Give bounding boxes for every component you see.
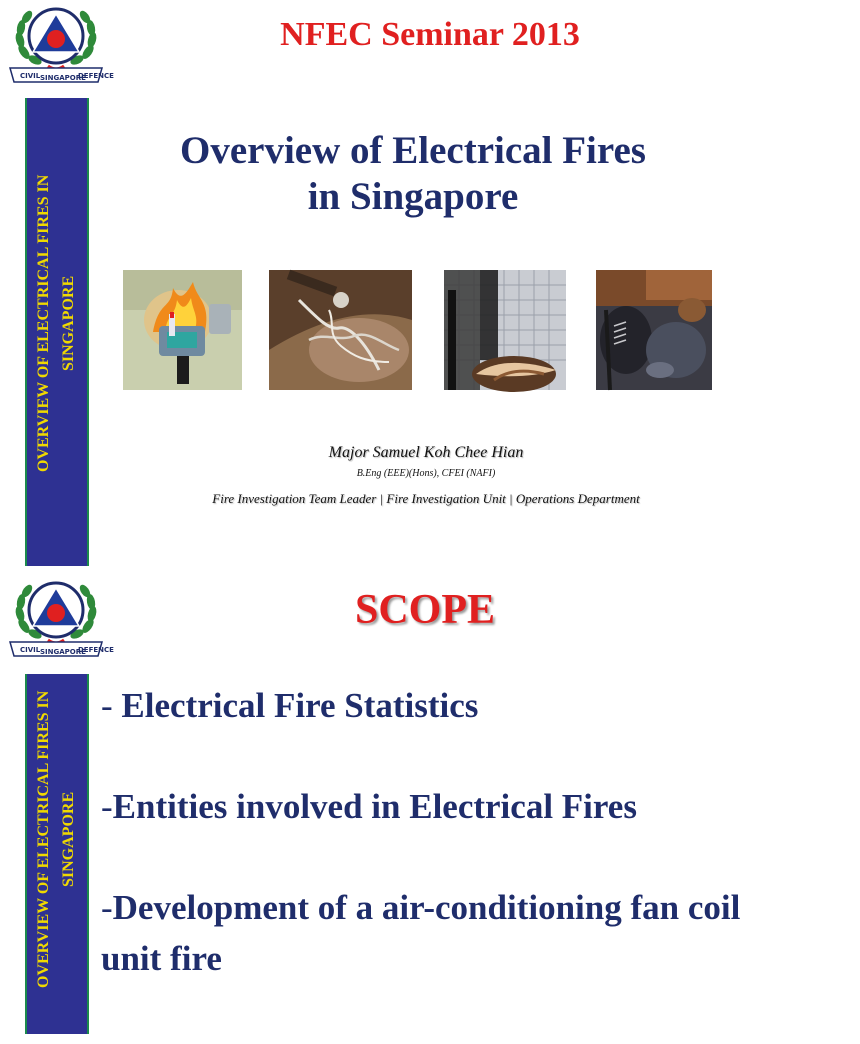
logo-center-text: SINGAPORE xyxy=(40,648,86,656)
bullet-text: Development of a air-conditioning fan coil unit fire xyxy=(101,888,741,978)
list-item xyxy=(101,882,761,984)
list-item xyxy=(101,680,761,731)
scope-title: SCOPE xyxy=(354,587,496,633)
scope-bullet-list xyxy=(101,680,761,1034)
side-banner xyxy=(25,98,89,566)
title-slide xyxy=(0,0,768,570)
bullet-dash: - xyxy=(101,888,113,927)
side-banner-line-1: OVERVIEW OF ELECTRICAL FIRES IN xyxy=(35,690,52,988)
scope-slide xyxy=(0,570,768,1024)
side-banner-line-2: SINGAPORE xyxy=(60,275,77,371)
seminar-title: NFEC Seminar 2013 xyxy=(280,16,580,53)
title-line-2: in Singapore xyxy=(307,175,519,218)
logo-right-text: DEFENCE xyxy=(78,72,114,80)
logo-left-text: CIVIL xyxy=(20,646,41,654)
logo-center-text: SINGAPORE xyxy=(40,74,86,82)
photo-burning-socket xyxy=(123,270,242,390)
photo-melted-wiring xyxy=(269,270,412,390)
bullet-text: Electrical Fire Statistics xyxy=(121,686,479,725)
author-role: Fire Investigation Team Leader | Fire Investigation Unit | Operations Department xyxy=(212,491,640,506)
bullet-text: Entities involved in Electrical Fires xyxy=(112,787,637,826)
side-banner-text xyxy=(31,118,83,528)
bullet-dash: - xyxy=(101,686,122,725)
side-banner xyxy=(25,674,89,1034)
presentation-title xyxy=(100,128,726,220)
photo-charred-surface xyxy=(596,270,712,390)
bullet-dash: - xyxy=(101,787,113,826)
side-banner-text xyxy=(31,634,83,1044)
photo-burnt-tiled-wall xyxy=(444,270,566,390)
side-banner-line-2: SINGAPORE xyxy=(60,791,77,887)
logo-right-text: DEFENCE xyxy=(78,646,114,654)
author-name: Major Samuel Koh Chee Hian xyxy=(328,444,524,461)
author-credentials: B.Eng (EEE)(Hons), CFEI (NAFI) xyxy=(356,468,496,479)
title-line-1: Overview of Electrical Fires xyxy=(179,129,646,172)
logo-left-text: CIVIL xyxy=(20,72,41,80)
side-banner-line-1: OVERVIEW OF ELECTRICAL FIRES IN xyxy=(35,174,52,472)
list-item xyxy=(101,781,761,832)
